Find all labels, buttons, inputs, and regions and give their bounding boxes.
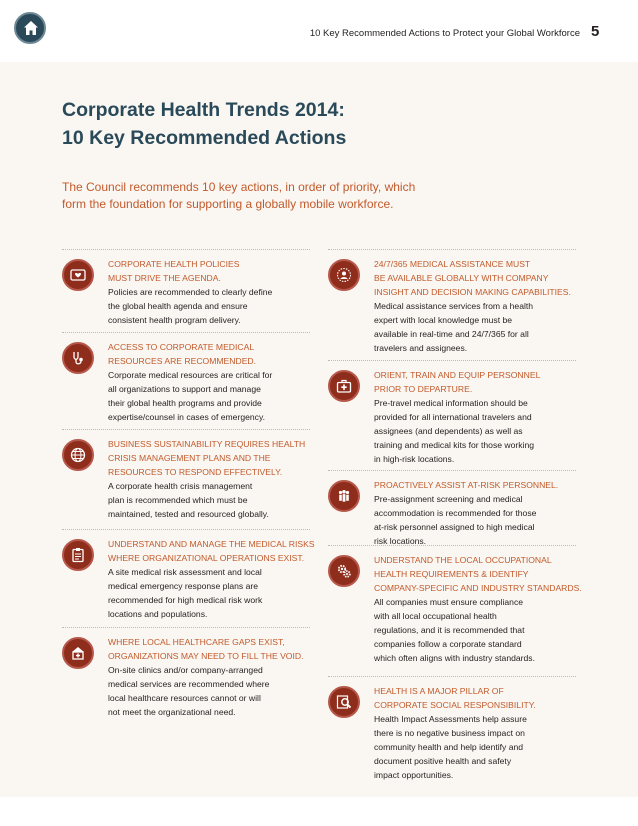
intro-line: The Council recommends 10 key actions, in order of priority, which xyxy=(62,180,416,194)
body-line: consistent health program delivery. xyxy=(108,315,241,325)
dotted-divider xyxy=(62,529,310,530)
body-line: Health Impact Assessments help assure xyxy=(374,714,527,724)
page-content xyxy=(0,62,638,797)
action-body xyxy=(374,712,584,782)
body-line: document positive health and safety xyxy=(374,756,512,766)
dotted-divider xyxy=(328,470,576,471)
title-line: Corporate Health Trends 2014: xyxy=(62,99,345,121)
dotted-divider xyxy=(328,676,576,677)
body-line: provided for all international travelers and xyxy=(374,412,532,422)
page-number: 5 xyxy=(591,23,600,40)
heading-line: COMPANY-SPECIFIC AND INDUSTRY STANDARDS. xyxy=(374,583,582,593)
action-heading xyxy=(374,684,584,712)
body-line: not meet the organizational need. xyxy=(108,707,236,717)
body-line: Corporate medical resources are critical for xyxy=(108,370,273,380)
heading-line: CORPORATE HEALTH POLICIES xyxy=(108,259,240,269)
action-body xyxy=(108,368,318,424)
body-line: assignees (and dependents) as well as xyxy=(374,426,523,436)
action-heading xyxy=(108,257,318,285)
action-text xyxy=(108,340,318,424)
body-line: accommodation is recommended for those xyxy=(374,508,537,518)
body-line: in high-risk locations. xyxy=(374,454,455,464)
heading-line: UNDERSTAND THE LOCAL OCCUPATIONAL xyxy=(374,555,552,565)
heading-line: MUST DRIVE THE AGENDA. xyxy=(108,273,221,283)
people-icon xyxy=(328,480,360,512)
body-line: there is no negative business impact on xyxy=(374,728,525,738)
heading-line: UNDERSTAND AND MANAGE THE MEDICAL RISKS xyxy=(108,539,315,549)
action-body xyxy=(108,479,318,521)
body-line: travelers and assignees. xyxy=(374,343,468,353)
action-text xyxy=(374,684,584,782)
body-line: Policies are recommended to clearly define xyxy=(108,287,273,297)
dotted-divider xyxy=(62,429,310,430)
action-text xyxy=(108,437,318,521)
dotted-divider xyxy=(62,627,310,628)
heading-line: PROACTIVELY ASSIST AT-RISK PERSONNEL. xyxy=(374,480,559,490)
gears-icon xyxy=(328,555,360,587)
action-body xyxy=(108,663,318,719)
action-body xyxy=(374,299,584,355)
dotted-divider xyxy=(328,545,576,546)
action-body xyxy=(374,595,584,665)
home-button[interactable] xyxy=(14,12,46,44)
body-line: A corporate health crisis management xyxy=(108,481,253,491)
action-body xyxy=(374,396,584,466)
medical-kit-icon xyxy=(328,370,360,402)
clinic-icon xyxy=(62,637,94,669)
heading-line: RESOURCES TO RESPOND EFFECTIVELY. xyxy=(108,467,283,477)
body-line: medical services are recommended where xyxy=(108,679,270,689)
clipboard-icon xyxy=(62,539,94,571)
body-line: Pre-travel medical information should be xyxy=(374,398,528,408)
dotted-divider xyxy=(62,332,310,333)
heading-line: 24/7/365 MEDICAL ASSISTANCE MUST xyxy=(374,259,531,269)
dotted-divider xyxy=(328,360,576,361)
body-line: regulations, and it is recommended that xyxy=(374,625,525,635)
action-text xyxy=(108,537,318,621)
body-line: locations and populations. xyxy=(108,609,208,619)
body-line: risk locations. xyxy=(374,536,427,546)
body-line: Pre-assignment screening and medical xyxy=(374,494,523,504)
action-heading xyxy=(108,537,318,565)
action-text xyxy=(374,257,584,355)
heading-line: WHERE ORGANIZATIONAL OPERATIONS EXIST. xyxy=(108,553,305,563)
heading-line: HEALTH REQUIREMENTS & IDENTIFY xyxy=(374,569,529,579)
body-line: at-risk personnel assigned to high medical xyxy=(374,522,535,532)
action-heading xyxy=(374,553,584,595)
heading-line: ORIENT, TRAIN AND EQUIP PERSONNEL xyxy=(374,370,541,380)
body-line: training and medical kits for those working xyxy=(374,440,535,450)
action-heading xyxy=(374,257,584,299)
heading-line: BE AVAILABLE GLOBALLY WITH COMPANY xyxy=(374,273,549,283)
home-icon xyxy=(22,19,40,37)
body-line: with all local occupational health xyxy=(374,611,497,621)
body-line: maintained, tested and resourced globally. xyxy=(108,509,269,519)
body-line: the global health agenda and ensure xyxy=(108,301,248,311)
body-line: expert with local knowledge must be xyxy=(374,315,513,325)
body-line: expertise/counsel in cases of emergency. xyxy=(108,412,265,422)
heading-line: BUSINESS SUSTAINABILITY REQUIRES HEALTH xyxy=(108,439,306,449)
body-line: impact opportunities. xyxy=(374,770,454,780)
body-line: community health and help identify and xyxy=(374,742,524,752)
magnifier-icon xyxy=(328,686,360,718)
globe-icon xyxy=(62,439,94,471)
body-line: available in real-time and 24/7/365 for all xyxy=(374,329,529,339)
action-heading xyxy=(108,340,318,368)
body-line: Medical assistance services from a health xyxy=(374,301,534,311)
running-header: 10 Key Recommended Actions to Protect your Global Workforce xyxy=(309,28,580,39)
body-line: A site medical risk assessment and local xyxy=(108,567,262,577)
heading-line: RESOURCES ARE RECOMMENDED. xyxy=(108,356,257,366)
action-heading xyxy=(374,368,584,396)
body-line: plan is recommended which must be xyxy=(108,495,248,505)
heart-monitor-icon xyxy=(62,259,94,291)
action-body xyxy=(374,492,584,548)
heading-line: WHERE LOCAL HEALTHCARE GAPS EXIST, xyxy=(108,637,285,647)
body-line: companies follow a corporate standard xyxy=(374,639,522,649)
stethoscope-icon xyxy=(62,342,94,374)
body-line: recommended for high medical risk work xyxy=(108,595,263,605)
action-heading xyxy=(374,478,584,492)
heading-line: CRISIS MANAGEMENT PLANS AND THE xyxy=(108,453,271,463)
action-text xyxy=(374,368,584,466)
action-text xyxy=(108,635,318,719)
action-heading xyxy=(108,437,318,479)
body-line: All companies must ensure compliance xyxy=(374,597,524,607)
intro-line: form the foundation for supporting a globally mobile workforce. xyxy=(62,197,394,211)
page-header xyxy=(0,0,638,62)
page-title xyxy=(62,96,346,152)
dotted-divider xyxy=(328,249,576,250)
intro-text xyxy=(62,179,482,213)
heading-line: ACCESS TO CORPORATE MEDICAL xyxy=(108,342,255,352)
action-body xyxy=(108,565,318,621)
dotted-divider xyxy=(62,249,310,250)
heading-line: PRIOR TO DEPARTURE. xyxy=(374,384,473,394)
body-line: medical emergency response plans are xyxy=(108,581,258,591)
action-text xyxy=(374,478,584,548)
heading-line: HEALTH IS A MAJOR PILLAR OF xyxy=(374,686,504,696)
heading-line: CORPORATE SOCIAL RESPONSIBILITY. xyxy=(374,700,536,710)
body-line: all organizations to support and manage xyxy=(108,384,261,394)
body-line: their global health programs and provide xyxy=(108,398,262,408)
body-line: local healthcare resources cannot or will xyxy=(108,693,261,703)
body-line: On-site clinics and/or company-arranged xyxy=(108,665,263,675)
clock-person-icon xyxy=(328,259,360,291)
action-body xyxy=(108,285,318,327)
body-line: which often aligns with industry standards. xyxy=(374,653,535,663)
action-heading xyxy=(108,635,318,663)
heading-line: INSIGHT AND DECISION MAKING CAPABILITIES. xyxy=(374,287,571,297)
action-text xyxy=(374,553,584,665)
action-text xyxy=(108,257,318,327)
heading-line: ORGANIZATIONS MAY NEED TO FILL THE VOID. xyxy=(108,651,304,661)
title-line: 10 Key Recommended Actions xyxy=(62,127,347,149)
